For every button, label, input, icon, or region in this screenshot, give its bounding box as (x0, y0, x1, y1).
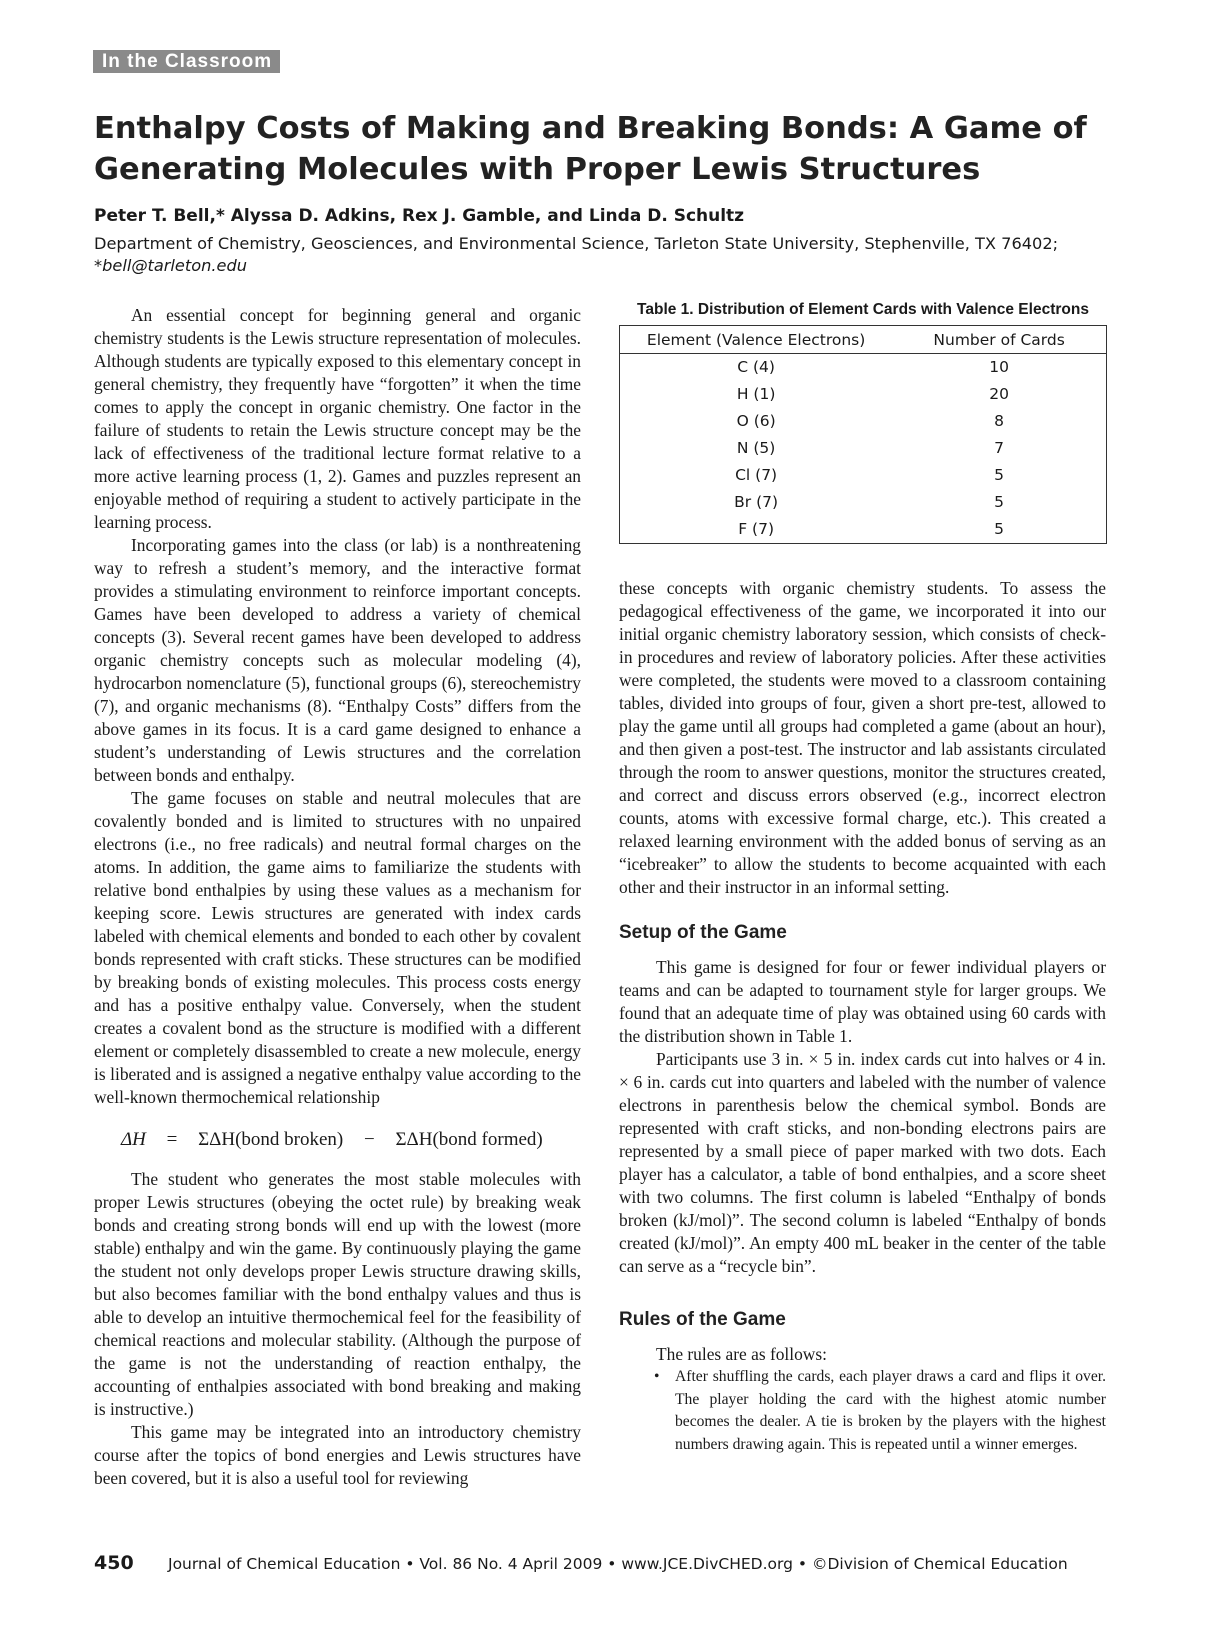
element-cell: H (1) (736, 385, 776, 403)
paragraph: This game is designed for four or fewer individual players or teams and can be adapted to tournament style for larger groups. We found that an adequate time of play was obtained using 60 cards with the distribution shown in Table 1. (619, 957, 1106, 1046)
count-cell: 10 (989, 358, 1009, 376)
element-cell: C (4) (737, 358, 775, 376)
paragraph: Incorporating games into the class (or lab) is a nonthreatening way to refresh a student’s memory, and the interactive format provides a stimulating environment to reinforce important concepts. Games have been developed to address a variety of chemical concepts (3). Several recent games have been developed to address organic chemistry concepts such as molecular modeling (4), hydrocarbon nomenclature (5), functional groups (6), stereochemistry (7), and organic mechanisms (8). “Enthalpy Costs” differs from the above games in its focus. It is a card game designed to enhance a student’s understanding of Lewis structures and the correlation between bonds and enthalpy. (94, 535, 581, 785)
author-list: Peter T. Bell,* Alyssa D. Adkins, Rex J. Gamble, and Linda D. Schultz (94, 206, 745, 226)
paragraph: these concepts with organic chemistry students. To assess the pedagogical effectiveness of the game, we incorporated it into our initial organic chemistry laboratory session, which consists of check-in procedures and review of laboratory policies. After these activities were completed, the students were moved to a classroom containing tables, divided into groups of four, given a short pre-test, allowed to play the game until all groups had completed a game (about an hour), and then given a post-test. The instructor and lab assistants circulated through the room to answer questions, monitor the structures created, and correct and discuss errors observed (e.g., incorrect electron counts, atoms with excessive formal charge, etc.). This created a relaxed learning environment with the added bonus of serving as an “icebreaker” to allow the students to become acquainted with each other and their instructor in an informal setting. (619, 578, 1106, 897)
count-cell: 5 (994, 493, 1005, 511)
paragraph: Participants use 3 in. × 5 in. index cards cut into halves or 4 in. × 6 in. cards cut into quarters and labeled with the number of valence electrons in parenthesis below the chemical symbol. Bonds are represented with craft sticks, and non-bonding electrons pairs are represented by a small piece of paper marked with two dots. Each player has a calculator, a table of bond enthalpies, and a score sheet with two columns. The first column is labeled “Enthalpy of bonds broken (kJ/mol)”. The second column is labeled “Enthalpy of bonds created (kJ/mol)”. An empty 400 mL beaker in the center of the table can serve as a “recycle bin”. (619, 1049, 1106, 1276)
column-header: Element (Valence Electrons) (620, 326, 893, 354)
left-column (94, 304, 581, 1490)
element-cell: Cl (7) (735, 466, 778, 484)
rules-list (619, 1366, 1106, 1456)
right-column (619, 577, 1106, 1456)
page-number: 450 (94, 1552, 134, 1574)
section-heading-rules: Rules of the Game (619, 1309, 786, 1330)
equation-lhs: ΔH (121, 1129, 146, 1150)
table-row (620, 462, 1107, 489)
journal-citation: Journal of Chemical Education • Vol. 86 No. 4 April 2009 • www.JCE.DivCHED.org • ©Division of Chemical Education (168, 1555, 1068, 1573)
equation-minus: − (364, 1129, 375, 1150)
author-email[interactable]: *bell@tarleton.edu (94, 256, 248, 275)
affiliation (94, 233, 1124, 277)
count-cell: 5 (994, 520, 1005, 538)
table-1 (619, 301, 1107, 544)
count-cell: 20 (989, 385, 1009, 403)
column-header: Number of Cards (892, 326, 1106, 354)
paragraph: This game may be integrated into an introductory chemistry course after the topics of bond energies and Lewis structures have been covered, but it is also a useful tool for reviewing (94, 1422, 581, 1488)
rule-text: After shuffling the cards, each player draws a card and flips it over. The player holding the card with the highest atomic number becomes the dealer. A tie is broken by the players with the highest numbers drawing again. This is repeated until a winner emerges. (675, 1368, 1106, 1453)
table-row (620, 516, 1107, 544)
rules-intro: The rules are as follows: (656, 1344, 827, 1364)
paragraph: An essential concept for beginning general and organic chemistry students is the Lewis structure representation of molecules. Although students are typically exposed to this elementary concept in general chemistry, they frequently have “forgotten” it when the time comes to apply the concept in organic chemistry. One factor in the failure of students to retain the Lewis structure concept may be the lack of effectiveness of the traditional lecture format relative to a more active learning process (1, 2). Games and puzzles represent an enjoyable method of requiring a student to actively participate in the learning process. (94, 305, 581, 532)
paragraph: The student who generates the most stable molecules with proper Lewis structures (obeying the octet rule) by breaking weak bonds and creating strong bonds will end up with the lowest (more stable) enthalpy and win the game. By continuously playing the game the student not only develops proper Lewis structure drawing skills, but also becomes familiar with the bond enthalpy values and thus is able to develop an intuitive thermochemical feel for the feasibility of chemical reactions and molecular stability. (Although the purpose of the game is not the understanding of reaction enthalpy, the accounting of enthalpies associated with bond breaking and making is instructive.) (94, 1169, 581, 1419)
equation-equals: = (166, 1129, 178, 1150)
element-card-table (619, 325, 1107, 544)
bullet-icon: • (654, 1368, 660, 1385)
enthalpy-equation (121, 1128, 581, 1151)
element-cell: F (7) (738, 520, 775, 538)
list-item (619, 1366, 1106, 1456)
article-title: Enthalpy Costs of Making and Breaking Bonds: A Game of Generating Molecules with Proper Lewis Structures (94, 111, 1087, 187)
table-row (620, 435, 1107, 462)
element-cell: Br (7) (734, 493, 779, 511)
table-row (620, 381, 1107, 408)
table-caption: Table 1. Distribution of Element Cards with Valence Electrons (637, 301, 1089, 318)
count-cell: 5 (994, 466, 1005, 484)
element-cell: N (5) (736, 439, 776, 457)
table-row (620, 489, 1107, 516)
section-label: In the Classroom (93, 50, 280, 73)
count-cell: 7 (994, 439, 1005, 457)
paragraph: The game focuses on stable and neutral molecules that are covalently bonded and is limited to structures with no unpaired electrons (i.e., no free radicals) and neutral formal charges on the atoms. In addition, the game aims to familiarize the students with relative bond enthalpies by using these values as a mechanism for keeping score. Lewis structures are generated with index cards labeled with chemical elements and bonded to each other by covalent bonds represented with craft sticks. These structures can be modified by breaking bonds of existing molecules. This process costs energy and has a positive enthalpy value. Conversely, when the student creates a covalent bond as the structure is modified with a different element or completely disassembled to create a new molecule, energy is liberated and is assigned a negative enthalpy value according to the well-known thermochemical relationship (94, 788, 581, 1107)
equation-term-broken: ΣΔH(bond broken) (198, 1129, 344, 1150)
table-row (620, 408, 1107, 435)
affiliation-text: Department of Chemistry, Geosciences, and Environmental Science, Tarleton State University, Stephenville, TX 76402; (94, 234, 1059, 253)
table-row (620, 354, 1107, 382)
count-cell: 8 (994, 412, 1005, 430)
section-heading-setup: Setup of the Game (619, 922, 787, 943)
equation-term-formed: ΣΔH(bond formed) (395, 1129, 543, 1150)
element-cell: O (6) (736, 412, 776, 430)
